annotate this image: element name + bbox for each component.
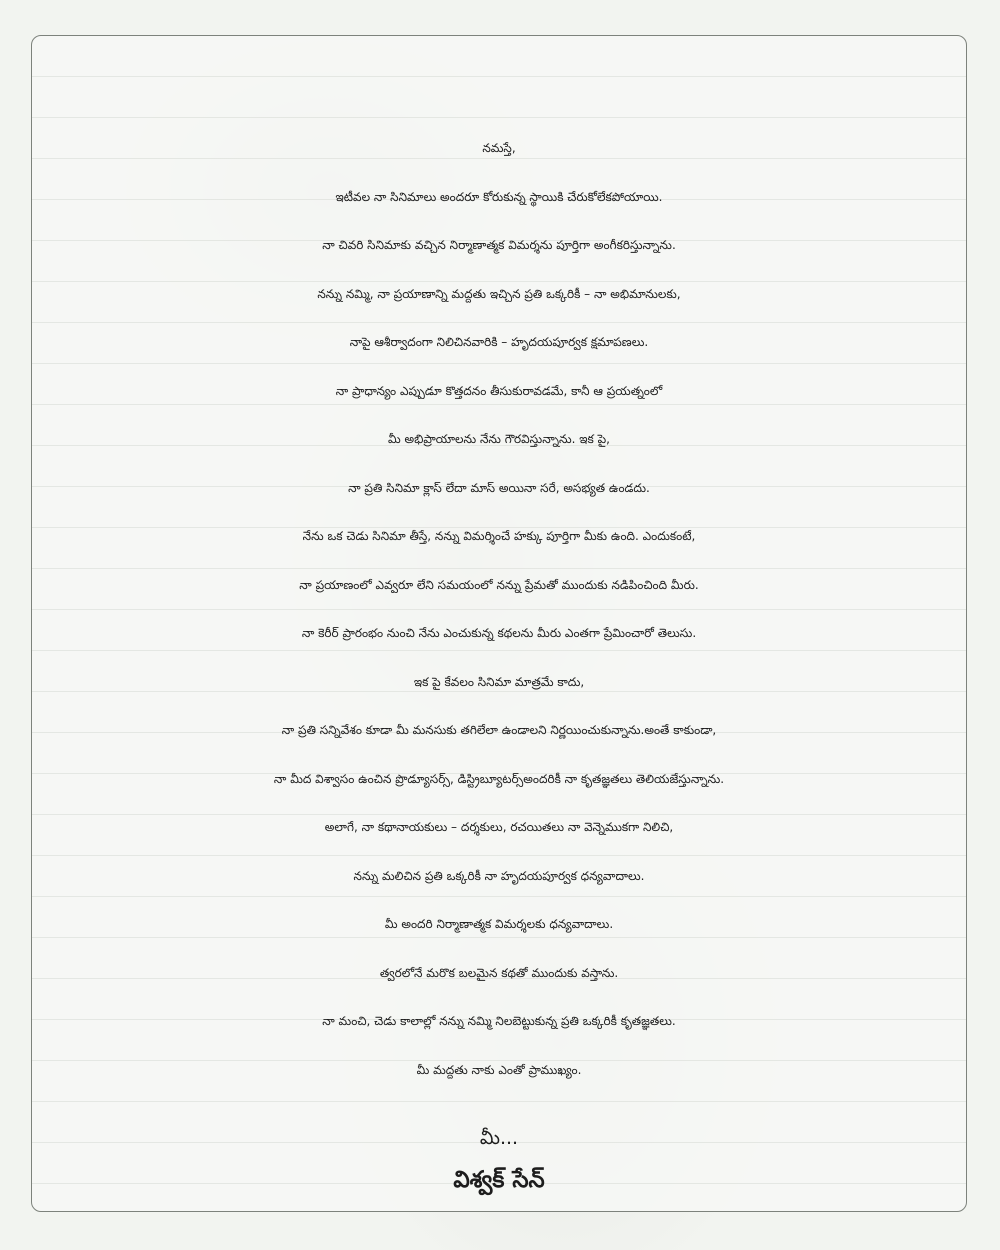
letter-line: త్వరలోనే మరొక బలమైన కథతో ముందుకు వస్తాను. [379,965,619,980]
letter-sign-off: మీ... [479,1127,519,1149]
letter-line: నా ప్రాధాన్యం ఎప్పుడూ కొత్తదనం తీసుకురావడమే, కానీ ఆ ప్రయత్నంలో [335,383,663,398]
letter-line: నాపై ఆశీర్వాదంగా నిలిచినవారికి – హృదయపూర్వక క్షమాపణలు. [349,335,649,349]
letter-line: నేను ఒక చెడు సినిమా తీస్తే, నన్ను విమర్శించే హక్కు పూర్తిగా మీకు ఉంది. ఎందుకంటే, [302,529,696,543]
letter-line: నన్ను మలిచిన ప్రతి ఒక్కరికీ నా హృదయపూర్వక ధన్యవాదాలు. [353,868,645,883]
letter-paper [31,35,967,1212]
letter-body [32,124,966,1202]
letter-line: నా ప్రతి సన్నివేశం కూడా మీ మనసుకు తగిలేలా ఉండాలని నిర్ణయించుకున్నాను.అంతే కాకుండా, [281,723,717,737]
letter-line: మీ అభిప్రాయాలను నేను గౌరవిస్తున్నాను. ఇక పై, [388,432,610,446]
letter-line: నా మంచి, చెడు కాలాల్లో నన్ను నమ్మి నిలబెట్టుకున్న ప్రతి ఒక్కరికీ కృతజ్ఞతలు. [322,1014,676,1028]
letter-line: నా చివరి సినిమాకు వచ్చిన నిర్మాణాత్మక విమర్శను పూర్తిగా అంగీకరిస్తున్నాను. [322,238,676,252]
letter-line: ఇక పై కేవలం సినిమా మాత్రమే కాదు, [413,674,585,689]
letter-greeting: నమస్తే, [482,141,516,155]
letter-line: నా ప్రతి సినిమా క్లాస్ లేదా మాస్ అయినా సరే, అసభ్యత ఉండదు. [348,480,650,495]
letter-line: నా కెరీర్ ప్రారంభం నుంచి నేను ఎంచుకున్న కథలను మీరు ఎంతగా ప్రేమించారో తెలుసు. [301,626,697,640]
letter-line: అలాగే, నా కథానాయకులు – దర్శకులు, రచయితలు నా వెన్నెముకగా నిలిచి, [324,820,674,834]
letter-signature: విశ్వక్ సేన్ [453,1167,545,1193]
letter-line: ఇటీవల నా సినిమాలు అందరూ కోరుకున్న స్థాయికి చేరుకోలేకపోయాయి. [335,189,663,204]
letter-line: మీ మద్దతు నాకు ఎంతో ప్రాముఖ్యం. [416,1062,582,1077]
letter-line: మీ అందరి నిర్మాణాత్మక విమర్శలకు ధన్యవాదాలు. [384,917,614,931]
letter-line: నన్ను నమ్మి, నా ప్రయాణాన్ని మద్దతు ఇచ్చిన ప్రతి ఒక్కరికీ – నా అభిమానులకు, [317,286,681,301]
letter-line: నా మీద విశ్వాసం ఉంచిన ప్రొడ్యూసర్స్, డిస్ట్రిబ్యూటర్స్అందరికీ నా కృతజ్ఞతలు తెలియజేస్తున్నాను. [273,771,725,786]
letter-line: నా ప్రయాణంలో ఎవ్వరూ లేని సమయంలో నన్ను ప్రేమతో ముందుకు నడిపించింది మీరు. [299,577,699,592]
